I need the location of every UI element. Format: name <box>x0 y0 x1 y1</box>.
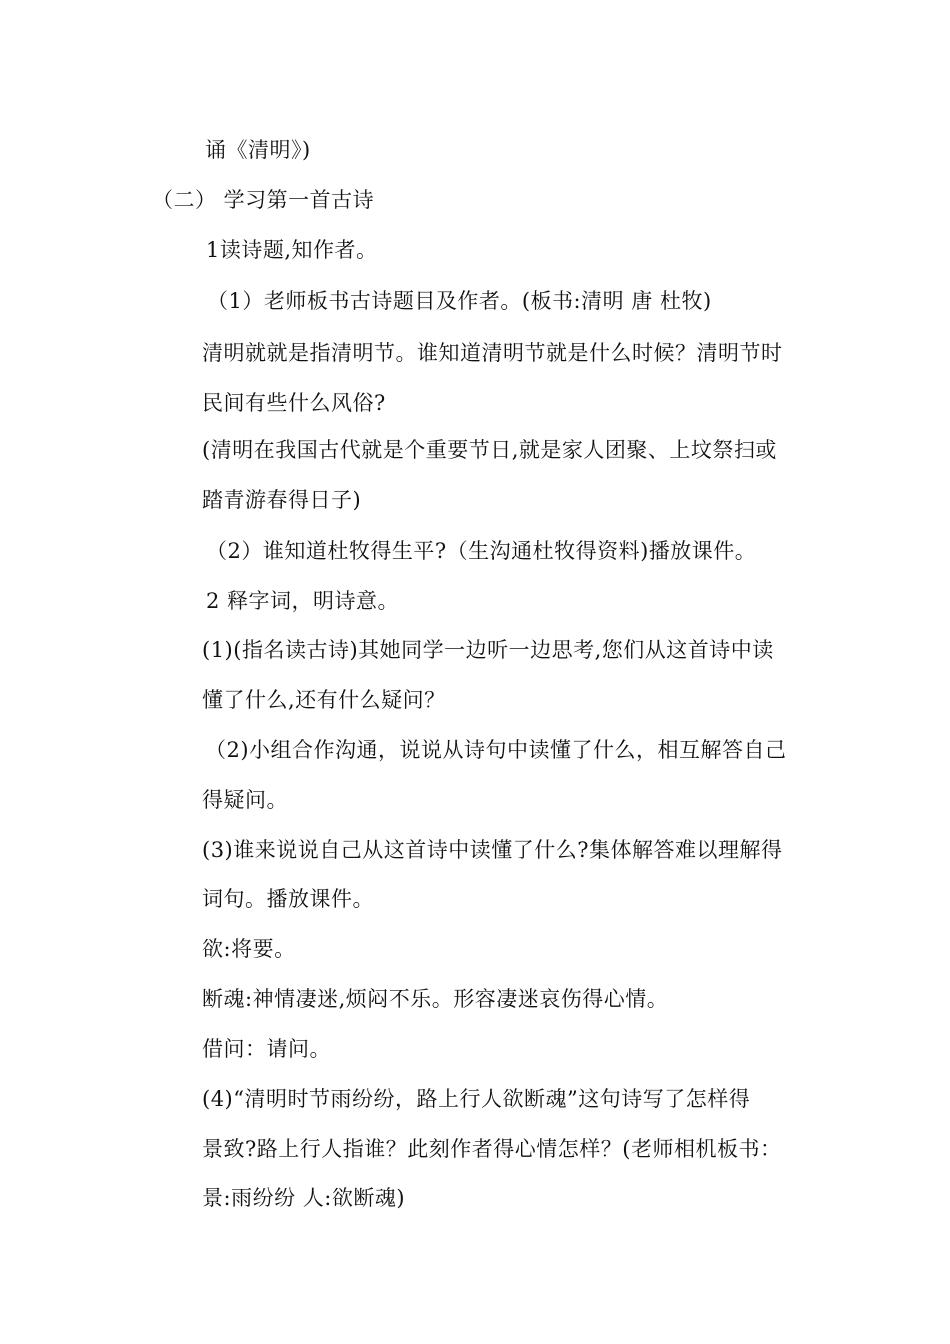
text-line: (1)(指名读古诗)其她同学一边听一边思考,您们从这首诗中读 <box>202 638 774 662</box>
text-line: 2 释字词，明诗意。 <box>206 589 400 613</box>
text-line: （1）老师板书古诗题目及作者。(板书:清明 唐 杜牧) <box>207 289 712 313</box>
text-line: (清明在我国古代就是个重要节日,就是家人团聚、上坟祭扫或 <box>202 438 777 462</box>
text-line: 词句。播放课件。 <box>202 887 374 911</box>
text-line: (3)谁来说说自己从这首诗中读懂了什么?集体解答难以理解得 <box>202 838 783 862</box>
text-line: 懂了什么,还有什么疑问？ <box>202 688 446 712</box>
text-line: 民间有些什么风俗? <box>202 391 386 415</box>
text-line: 借问：请问。 <box>202 1037 331 1061</box>
text-line: (4)“清明时节雨纷纷，路上行人欲断魂”这句诗写了怎样得 <box>202 1087 751 1111</box>
text-line: 欲:将要。 <box>202 937 296 961</box>
text-line: （2)小组合作沟通，说说从诗句中读懂了什么，相互解答自己 <box>205 738 787 762</box>
text-line: 诵《清明》) <box>205 138 311 162</box>
text-line: 断魂:神情凄迷,烦闷不乐。形容凄迷哀伤得心情。 <box>202 987 669 1011</box>
text-line: 景:雨纷纷 人:欲断魂) <box>202 1186 406 1210</box>
text-line: 得疑问。 <box>202 788 288 812</box>
text-line: 清明就就是指清明节。谁知道清明节就是什么时候？清明节时 <box>202 341 783 365</box>
section-heading: （二） 学习第一首古诗 <box>152 188 375 212</box>
text-line: （2）谁知道杜牧得生平?（生沟通杜牧得资料)播放课件。 <box>206 539 757 563</box>
text-line: 景致?路上行人指谁？此刻作者得心情怎样？(老师相机板书： <box>202 1137 782 1161</box>
text-line: 1读诗题,知作者。 <box>206 238 378 262</box>
text-line: 踏青游春得日子) <box>202 488 362 512</box>
